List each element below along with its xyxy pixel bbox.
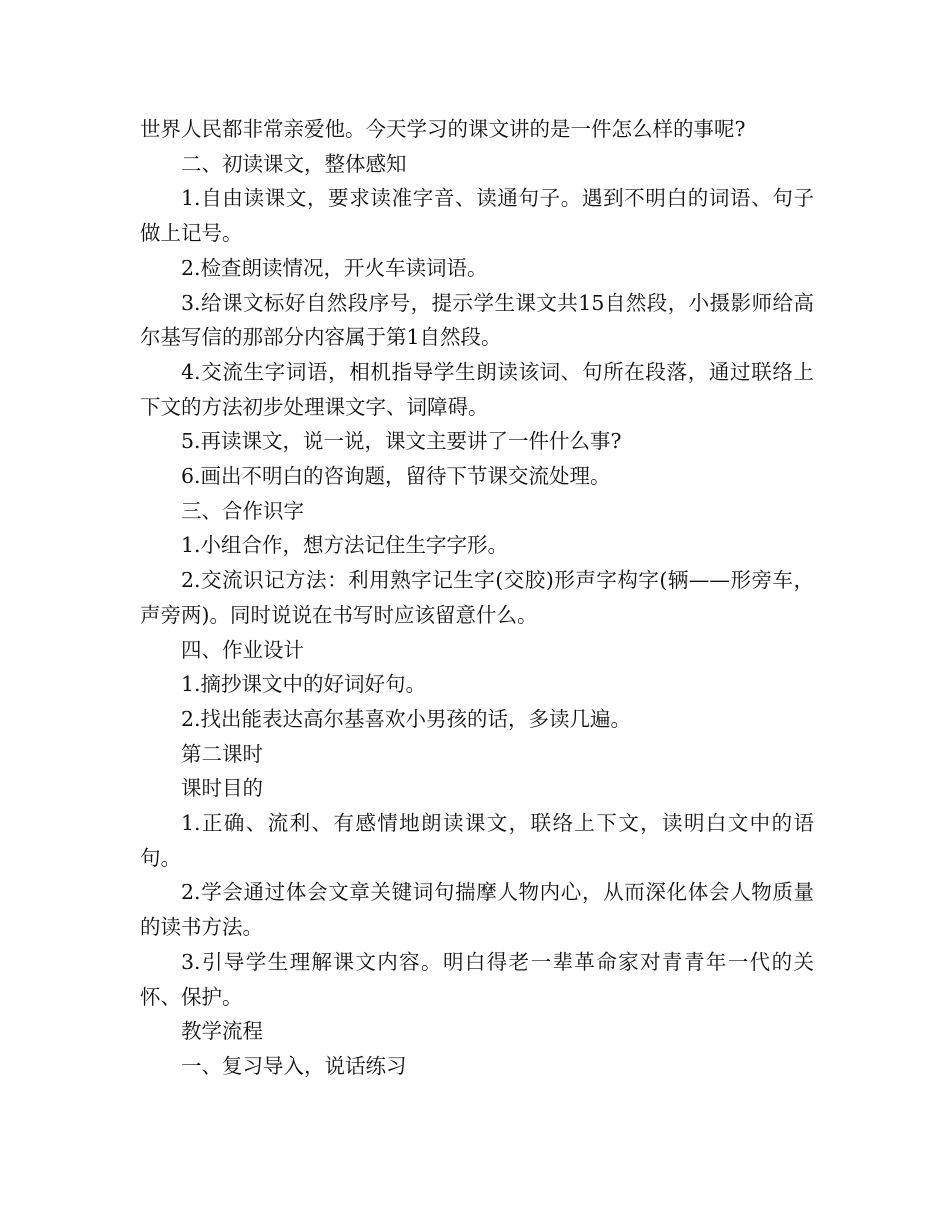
list-item: 2.学会通过体会文章关键词句揣摩人物内心，从而深化体会人物质量的读书方法。 (140, 880, 814, 940)
list-item: 5.再读课文，说一说，课文主要讲了一件什么事? (181, 429, 622, 454)
list-item: 1.小组合作，想方法记住生字字形。 (181, 533, 509, 558)
section-heading-review: 一、复习导入，说话练习 (181, 1053, 407, 1078)
section-heading-first-reading: 二、初读课文，整体感知 (181, 151, 407, 176)
document-page (140, 112, 814, 1084)
list-item: 1.正确、流利、有感情地朗读课文，联络上下文，读明白文中的语句。 (140, 811, 814, 870)
list-item: 2.交流识记方法：利用熟字记生字(交胶)形声字构字(辆——形旁车，声旁两)。同时说说在书写时应该留意什么。 (140, 568, 814, 627)
list-item: 1.自由读课文，要求读准字音、读通句子。遇到不明白的词语、句子做上记号。 (140, 186, 814, 246)
section-heading-homework: 四、作业设计 (181, 637, 304, 662)
heading-teaching-process: 教学流程 (181, 1019, 263, 1044)
list-item: 1.摘抄课文中的好词好句。 (181, 672, 427, 697)
paragraph-continuation: 世界人民都非常亲爱他。今天学习的课文讲的是一件怎么样的事呢? (140, 117, 746, 141)
heading-lesson-goals: 课时目的 (181, 776, 263, 801)
list-item: 2.找出能表达高尔基喜欢小男孩的话，多读几遍。 (181, 706, 632, 731)
list-item: 6.画出不明白的咨询题，留待下节课交流处理。 (181, 464, 611, 489)
list-item: 3.引导学生理解课文内容。明白得老一辈革命家对青青年一代的关怀、保护。 (140, 949, 814, 1009)
list-item: 2.检查朗读情况，开火车读词语。 (181, 255, 488, 280)
lesson-heading-second-period: 第二课时 (181, 741, 263, 766)
list-item: 3.给课文标好自然段序号，提示学生课文共15自然段，小摄影师给高尔基写信的那部分内容属于第1自然段。 (140, 290, 814, 350)
section-heading-cooperative-literacy: 三、合作识字 (181, 498, 304, 523)
list-item: 4.交流生字词语，相机指导学生朗读该词、句所在段落，通过联络上下文的方法初步处理课文字、词障碍。 (140, 359, 814, 419)
